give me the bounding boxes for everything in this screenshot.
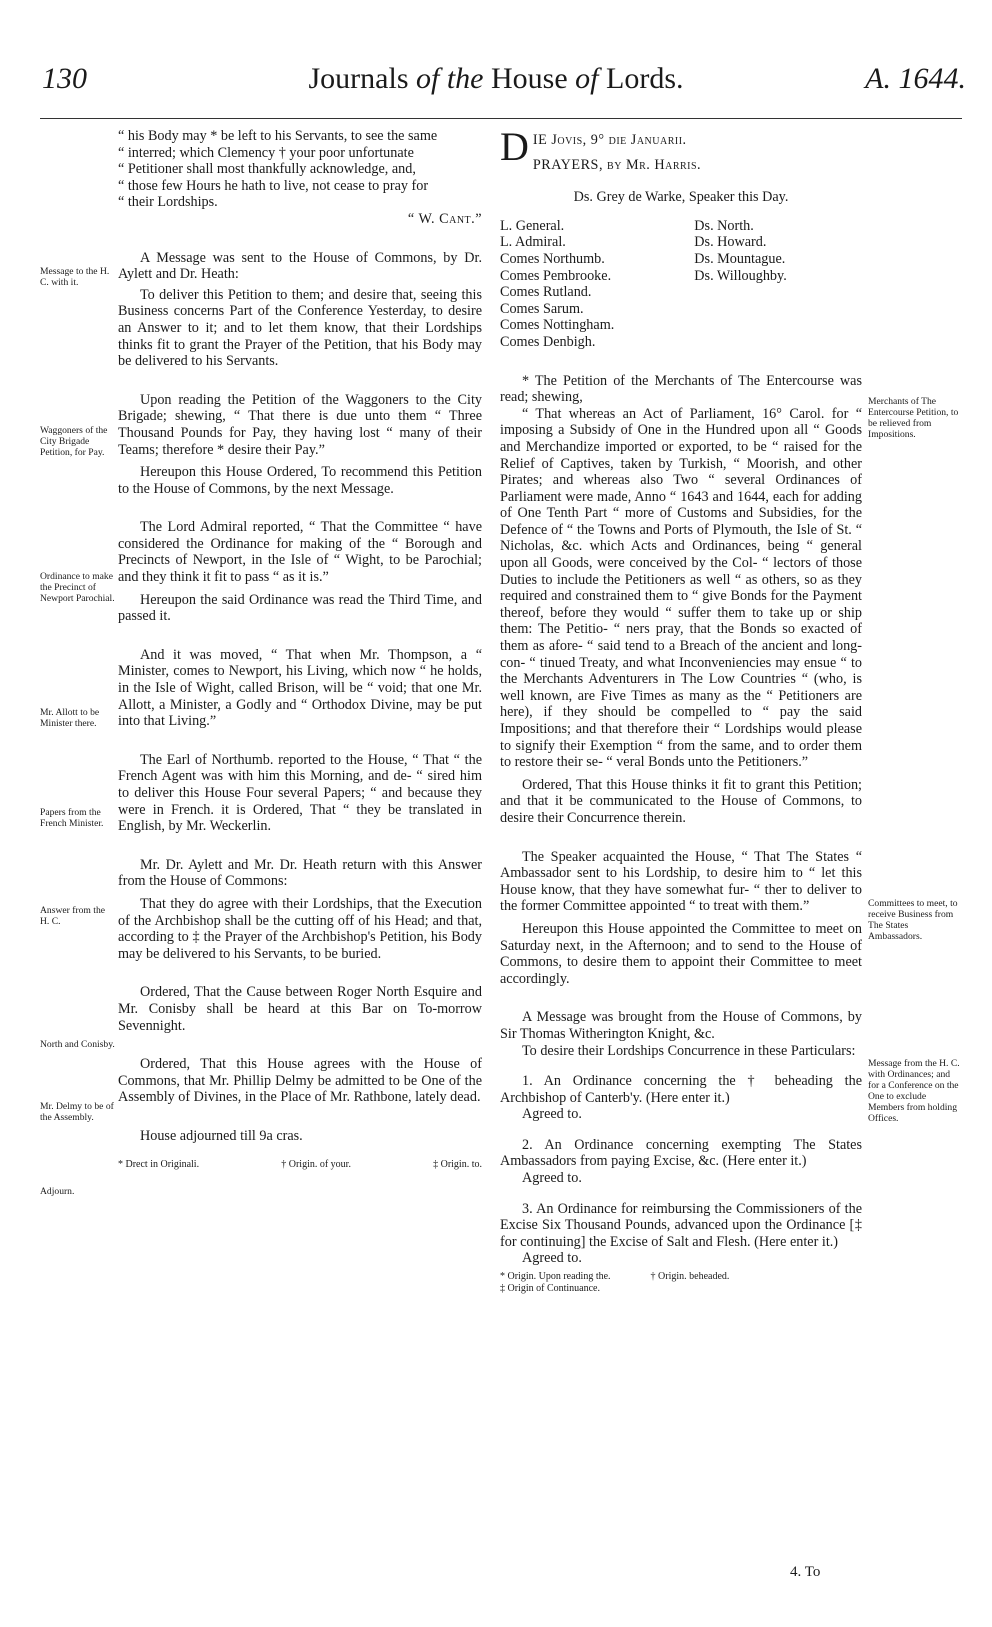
north-conisby-order: Ordered, That the Cause between Roger North Esquire and Mr. Conisby shall be heard at this Bar on To-morrow Sevennight. [118,984,482,1034]
lords-list-2 [694,218,786,351]
petition-line: “ his Body may * be left to his Servants, to see the same [118,128,438,144]
merchants-petition-body: “ That whereas an Act of Parliament, 16° Carol. for “ imposing a Subsidy of One in the Hundred upon all “ Goods and Merchandize imported or exported, to be “ raised for the Relief of Captives, taken by Turkish, “ Moorish, and other Pirates; and whereas also Two “ several Ordinances of Parliament were made, Anno “ 1643 and 1644, each for adding of One Tenth Part “ more of Customs and Subsidies, for the Defence of “ the Towns and Ports of Plymouth, the Isle of St. “ Nicholas, &c. which Acts and Ordinances, being “ general upon all Goods, were conceived by the Col- “ lectors of those Duties to include the Petitioners as well “ as others, so as they required and constrained them to “ give Bonds for the Payment thereof, before they would “ suffer them to take up or ship them: The Petitio- “ ners pray, that the Bonds so exacted of them as afore- “ said tend to a Breach of the ancient and long-con- “ tinued Treaty, and what Inconveniencies may ensue “ to the Merchants Adventurers in The Low Countries “ (who, is well known, are Five Times as many as the “ Petitioners are here), if they should be compelled to “ pay the said Impositions; and that therefore their “ Lordships would please to signify their Exemption “ from the same, and to order them to restore their se- “ veral Bonds unto the Petitioners.” [500,405,862,771]
petition-line: “ interred; which Clemency † your poor unfortunate [118,144,414,161]
lord-entry: Ds. Willoughby. [694,267,787,284]
margin-note-allott: Mr. Allott to be Minister there. [40,707,100,729]
journal-title: Journals of the House of Lords. [308,62,684,95]
margin-note-committees: Committees to meet, to receive Business from The States Ambassadors. [868,898,958,942]
agreed-1: Agreed to. [522,1106,582,1123]
catchword: 4. To [790,1564,821,1580]
allott-motion: And it was moved, “ That when Mr. Thompson, a “ Minister, comes to Newport, his Living, which now “ he holds, in the Isle of Wight, called Brison, will be “ void; that one Mr. Allott, a Minister, a Godly and “ Orthodox Divine, may be put into that Living.” [118,646,482,730]
header-rule [40,118,962,119]
footnote: † Origin. beheaded. [650,1271,730,1283]
prayers: PRAYERS, by Mr. Harris. [532,156,702,173]
lords-present [500,218,862,351]
lord-entry: Comes Nottingham. [500,317,615,334]
french-papers: The Earl of Northumb. reported to the House, “ That “ the French Agent was with him this Morning, and de- “ sired him to deliver this House Four several Papers; “ and because they were in French. it is Ordered, That “ they be translated in English, by Mr. Weckerlin. [118,751,482,835]
year: A. 1644. [865,62,966,95]
message-body: To deliver this Petition to them; and desire that, seeing this Business concerns Part of the Conference Yesterday, to desire an Answer to it; and to let them know, that their Lordships thinks fit to grant the Prayer of the Petition, that his Body may be delivered to his Servants. [118,286,482,370]
lord-entry: Ds. Mountague. [694,250,786,267]
lord-entry: L. General. [500,217,565,234]
drop-cap: D [500,124,529,169]
ordinance-item-3: 3. An Ordinance for reimbursing the Commissioners of the Excise Six Thousand Pounds, advanced upon the Ordinance [‡ for continuing] the Excise of Salt and Flesh. (Here enter it.) [500,1200,862,1250]
footnote: * Drect in Originali. [118,1158,200,1170]
footnote: * Origin. Upon reading the. [500,1271,611,1283]
commons-answer-body: That they do agree with their Lordships, that the Execution of the Archbishop shall be the cutting off of his Head; and that, according to ‡ the Prayer of the Archbishop's Petition, his Body may be delivered to his Servants, to be buried. [118,895,482,962]
margin-note-papers: Papers from the French Minister. [40,807,104,829]
petition-line: “ those few Hours he hath to live, not cease to pray for [118,177,429,194]
lord-entry: L. Admiral. [500,234,566,251]
merchants-order: Ordered, That this House thinks it fit to grant this Petition; and that it be communicated to the House of Commons, to desire their Concurrence therein. [500,776,862,826]
margin-note-answer: Answer from the H. C. [40,905,106,927]
margin-note-waggoners: Waggoners of the City Brigade Petition, for Pay. [40,425,108,458]
agreed-3: Agreed to. [522,1250,582,1267]
margin-note-message-from: Message from the H. C. with Ordinances; and for a Conference on the One to exclude Members from holding Offices. [868,1058,960,1124]
commons-answer: Mr. Dr. Aylett and Mr. Dr. Heath return with this Answer from the House of Commons: [118,856,482,890]
newport-read: Hereupon the said Ordinance was read the Third Time, and passed it. [118,591,482,625]
delmy-order: Ordered, That this House agrees with the House of Commons, that Mr. Phillip Delmy be admitted to be One of the Assembly of Divines, in the Place of Mr. Rathbone, lately dead. [118,1056,482,1106]
states-order: Hereupon this House appointed the Committee to meet on Saturday next, in the Afternoon; and to send to the House of Commons, to desire them to appoint their Committee to meet accordingly. [500,920,862,987]
right-footnotes [500,1271,862,1295]
footnote: † Origin. of your. [281,1158,351,1170]
lord-entry: Comes Rutland. [500,284,592,301]
newport-report: The Lord Admiral reported, “ That the Committee “ have considered the Ordinance for making of the “ Borough and Precincts of Newport, in the Isle of “ Wight, to be Parochial; and they think it fit to pass “ as it is.” [118,519,482,586]
lord-entry: Comes Northumb. [500,250,605,267]
lord-entry: Comes Pembrooke. [500,267,612,284]
ordinance-item-1: 1. An Ordinance concerning the † beheading the Archbishop of Canterb'y. (Here enter it.) [500,1073,862,1106]
margin-note-ordinance: Ordinance to make the Precinct of Newport Parochial. [40,571,115,604]
left-footnotes [118,1159,482,1171]
footnote: ‡ Origin. to. [433,1158,482,1170]
agreed-2: Agreed to. [522,1170,582,1187]
lord-entry: Ds. Howard. [694,234,767,251]
waggoners-petition: Upon reading the Petition of the Waggoners to the City Brigade; shewing, “ That there is due unto them “ Three Thousand Pounds for Pay, they having lost “ many of their Teams; therefore * desire their Pay.” [118,391,482,458]
lord-entry: Ds. North. [694,217,754,234]
footnote: ‡ Origin of Continuance. [500,1283,600,1295]
signature: “ W. Cant.” [407,210,482,227]
lord-entry: Comes Denbigh. [500,333,596,350]
speaker-line: Ds. Grey de Warke, Speaker this Day. [573,189,789,206]
margin-note-message: Message to the H. C. with it. [40,266,110,288]
lords-list-1 [500,218,614,351]
margin-note-delmy: Mr. Delmy to be of the Assembly. [40,1101,114,1123]
message-to-commons: A Message was sent to the House of Commons, by Dr. Aylett and Dr. Heath: [118,249,482,283]
states-ambassador: The Speaker acquainted the House, “ That The States “ Ambassador sent to his Lordship, to desire him to “ let this House know, that they have somewhat fur- “ ther to deliver to the former Committee appointed “ to treat with them.” [500,848,862,915]
waggoners-order: Hereupon this House Ordered, To recommend this Petition to the House of Commons, by the next Message. [118,464,482,497]
concurrence: To desire their Lordships Concurrence in these Particulars: [522,1042,856,1059]
adjournment: House adjourned till 9a cras. [140,1127,303,1144]
ordinance-item-2: 2. An Ordinance concerning exempting The States Ambassadors from paying Excise, &c. (Here enter it.) [500,1136,862,1170]
petition-line: “ their Lordships. [118,194,218,211]
merchants-petition: * The Petition of the Merchants of The Entercourse was read; shewing, [500,372,862,406]
date-heading: D IE Jovis, 9° die Januarii. PRAYERS, by Mr. Harris. [500,128,862,173]
lord-entry: Comes Sarum. [500,300,584,317]
margin-note-adjourn: Adjourn. [40,1186,75,1197]
left-column [118,128,482,1171]
page-number: 130 [42,62,87,95]
margin-note-north: North and Conisby. [40,1039,115,1050]
running-header [0,62,992,112]
margin-note-merchants: Merchants of The Entercourse Petition, to be relieved from Impositions. [868,396,959,440]
right-column [500,124,862,1295]
message-from-commons: A Message was brought from the House of Commons, by Sir Thomas Witherington Knight, &c. [500,1009,862,1042]
petition-ending [118,128,482,211]
petition-line: “ Petitioner shall most thankfully acknowledge, and, [118,161,416,178]
